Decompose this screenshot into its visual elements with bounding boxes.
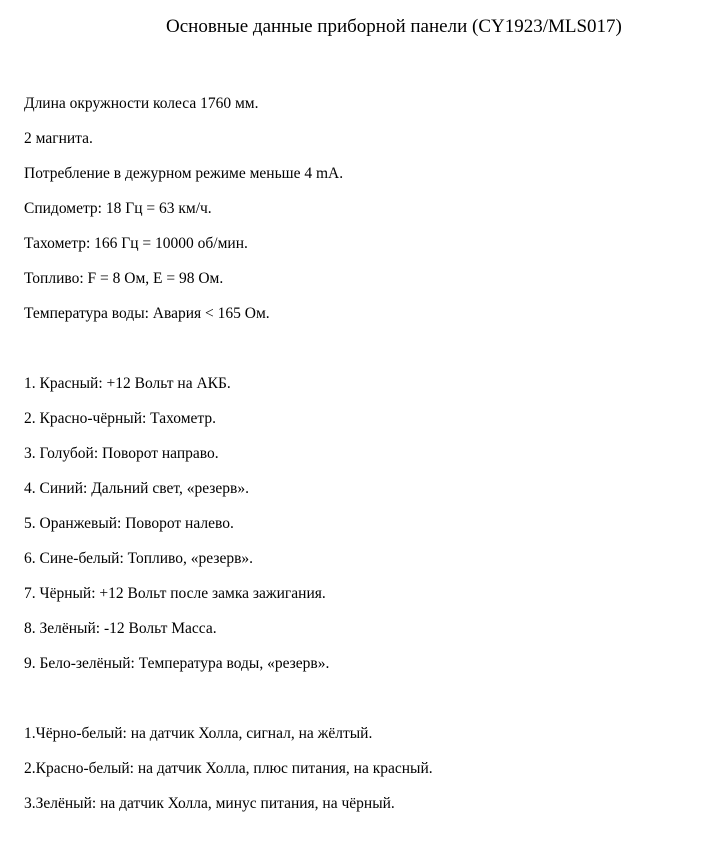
- spec-line: Топливо: F = 8 Ом, E = 98 Ом.: [24, 270, 224, 287]
- spec-line: Спидометр: 18 Гц = 63 км/ч.: [24, 200, 212, 217]
- wire-line: 2. Красно-чёрный: Тахометр.: [24, 410, 217, 427]
- hall-sensor-line: 1.Чёрно-белый: на датчик Холла, сигнал, на жёлтый.: [24, 725, 373, 742]
- wire-line: 9. Бело-зелёный: Температура воды, «резерв».: [24, 655, 330, 672]
- spec-line: 2 магнита.: [24, 130, 93, 147]
- spec-line: Температура воды: Авария < 165 Ом.: [24, 305, 270, 322]
- spec-line: Тахометр: 166 Гц = 10000 об/мин.: [24, 235, 248, 252]
- wire-line: 5. Оранжевый: Поворот налево.: [24, 515, 234, 532]
- wire-line: 8. Зелёный: -12 Вольт Масса.: [24, 620, 217, 637]
- wire-line: 6. Сине-белый: Топливо, «резерв».: [24, 550, 254, 567]
- spec-line: Длина окружности колеса 1760 мм.: [24, 95, 259, 112]
- hall-sensor-line: 3.Зелёный: на датчик Холла, минус питания, на чёрный.: [24, 795, 395, 812]
- document-title: Основные данные приборной панели (CY1923/MLS017): [166, 16, 622, 37]
- wire-line: 3. Голубой: Поворот направо.: [24, 445, 219, 462]
- hall-sensor-line: 2.Красно-белый: на датчик Холла, плюс питания, на красный.: [24, 760, 433, 777]
- wire-line: 1. Красный: +12 Вольт на АКБ.: [24, 375, 231, 392]
- wire-line: 4. Синий: Дальний свет, «резерв».: [24, 480, 249, 497]
- wire-line: 7. Чёрный: +12 Вольт после замка зажигания.: [24, 585, 326, 602]
- spec-line: Потребление в дежурном режиме меньше 4 mA.: [24, 165, 344, 182]
